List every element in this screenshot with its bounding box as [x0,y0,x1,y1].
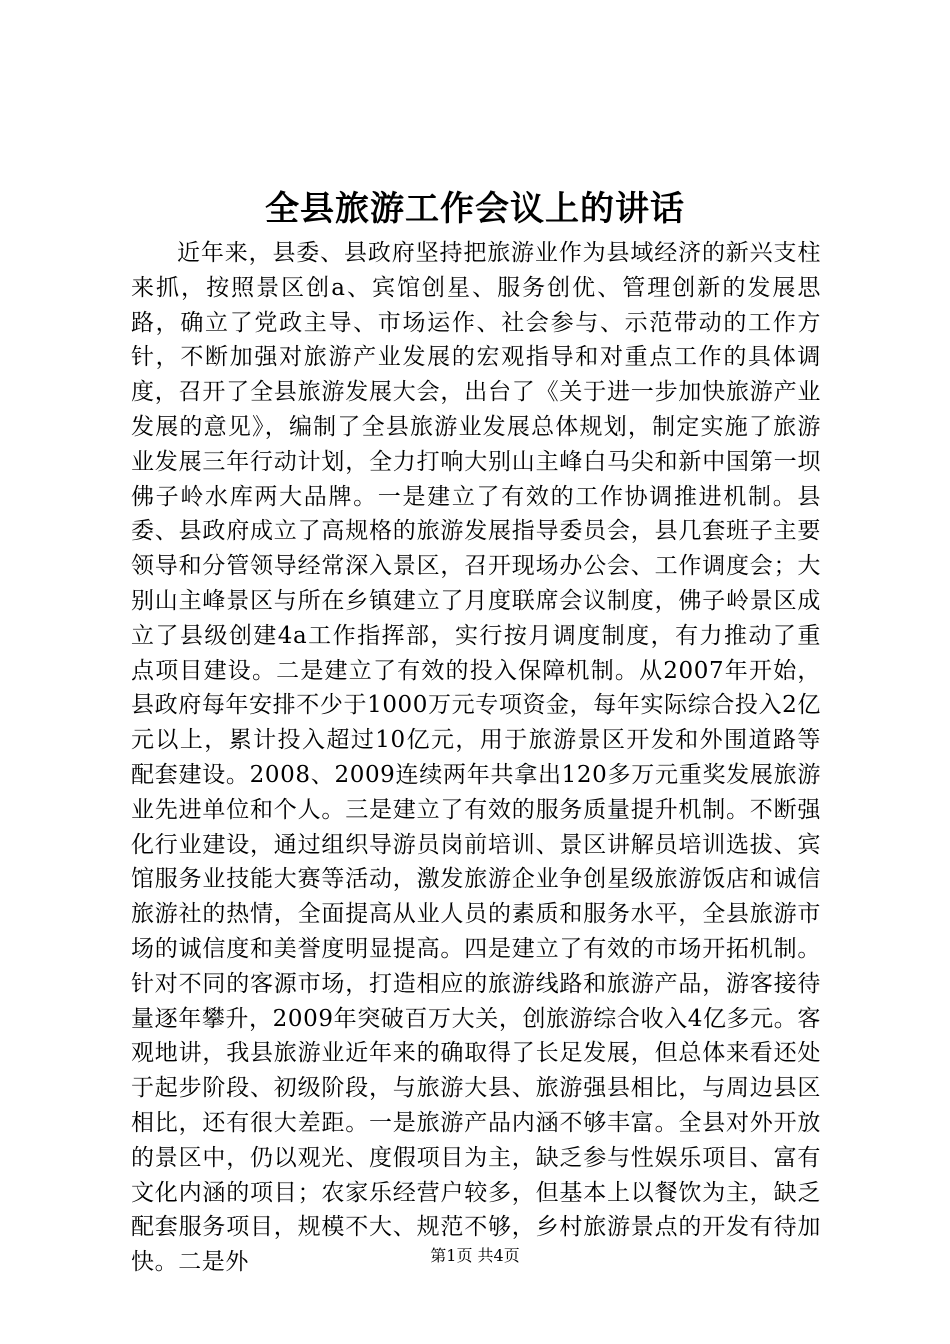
page-number-footer: 第1页 共4页 [430,1246,520,1265]
document-title: 全县旅游工作会议上的讲话 [265,189,685,229]
document-body-paragraph: 近年来，县委、县政府坚持把旅游业作为县域经济的新兴支柱来抓，按照景区创a、宾馆创星、服务创优、管理创新的发展思路，确立了党政主导、市场运作、社会参与、示范带动的工作方针，不断加强对旅游产业发展的宏观指导和对重点工作的具体调度，召开了全县旅游发展大会，出台了《关于进一步加快旅游产业发展的意见》，编制了全县旅游业发展总体规划，制定实施了旅游业发展三年行动计划，全力打响大别山主峰白马尖和新中国第一坝佛子岭水库两大品牌。一是建立了有效的工作协调推进机制。县委、县政府成立了高规格的旅游发展指导委员会，县几套班子主要领导和分管领导经常深入景区，召开现场办公会、工作调度会；大别山主峰景区与所在乡镇建立了月度联席会议制度，佛子岭景区成立了县级创建4a工作指挥部，实行按月调度制度，有力推动了重点项目建设。二是建立了有效的投入保障机制。从2007年开始，县政府每年安排不少于1000万元专项资金，每年实际综合投入2亿元以上，累计投入超过10亿元，用于旅游景区开发和外围道路等配套建设。2008、2009连续两年共拿出120多万元重奖发展旅游业先进单位和个人。三是建立了有效的服务质量提升机制。不断强化行业建设，通过组织导游员岗前培训、景区讲解员培训选拔、宾馆服务业技能大赛等活动，激发旅游企业争创星级旅游饭店和诚信旅游社的热情，全面提高从业人员的素质和服务水平，全县旅游市场的诚信度和美誉度明显提高。四是建立了有效的市场开拓机制。针对不同的客源市场，打造相应的旅游线路和旅游产品，游客接待量逐年攀升，2009年突破百万大关，创旅游综合收入4亿多元。客观地讲，我县旅游业近年来的确取得了长足发展，但总体来看还处于起步阶段、初级阶段，与旅游大县、旅游强县相比，与周边县区相比，还有很大差距。一是旅游产品内涵不够丰富。全县对外开放的景区中，仍以观光、度假项目为主，缺乏参与性娱乐项目、富有文化内涵的项目；农家乐经营户较多，但基本上以餐饮为主，缺乏配套服务项目，规模不大、规范不够，乡村旅游景点的开发有待加快。二是外 [131,240,821,1276]
